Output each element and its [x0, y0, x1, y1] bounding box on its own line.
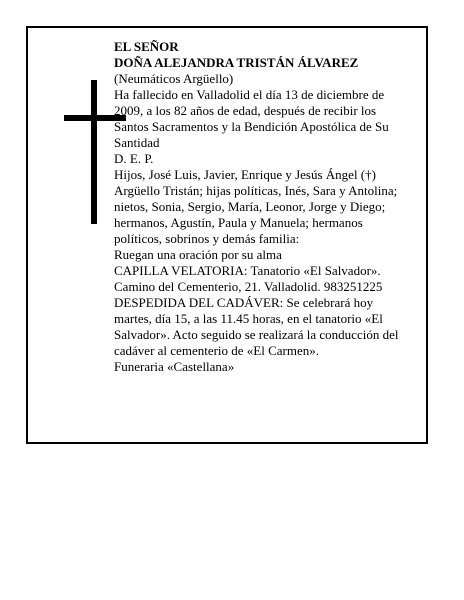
family-list: Hijos, José Luis, Javier, Enrique y Jesús Ángel (†) Argüello Tristán; hijas políticas, Inés, Sara y Antolina; nietos, Sonia, Sergio, María, Leonor, Jorge y Diego; hermanos, Agustín, Paula y Manuela; hermanos políticos, sobrinos y demás familia:: [114, 167, 398, 246]
funeral-home: Funeraria «Castellana»: [114, 359, 235, 374]
farewell-details: DESPEDIDA DEL CADÁVER: Se celebrará hoy martes, día 15, a las 11.45 horas, en el tanatorio «El Salvador». Acto seguido se realizará la conducción del cadáver al cementerio de «El Carmen».: [114, 295, 399, 358]
affiliation: (Neumáticos Argüello): [114, 71, 234, 86]
chapel-line-1: CAPILLA VELATORIA: Tanatorio «El Salvador».: [114, 263, 381, 278]
deceased-name: DOÑA ALEJANDRA TRISTÁN ÁLVAREZ: [114, 55, 359, 70]
death-announcement: Ha fallecido en Valladolid el día 13 de diciembre de 2009, a los 82 años de edad, después de recibir los Santos Sacramentos y la Bendición Apostólica de Su Santidad: [114, 87, 389, 150]
obituary-text: [114, 39, 414, 375]
prayer-request: Ruegan una oración por su alma: [114, 247, 282, 262]
chapel-line-2: Camino del Cementerio, 21. Valladolid. 983251225: [114, 279, 383, 294]
rip-line: D. E. P.: [114, 151, 154, 166]
title-line-1: EL SEÑOR: [114, 39, 179, 54]
cross-vertical-bar: [91, 80, 97, 224]
